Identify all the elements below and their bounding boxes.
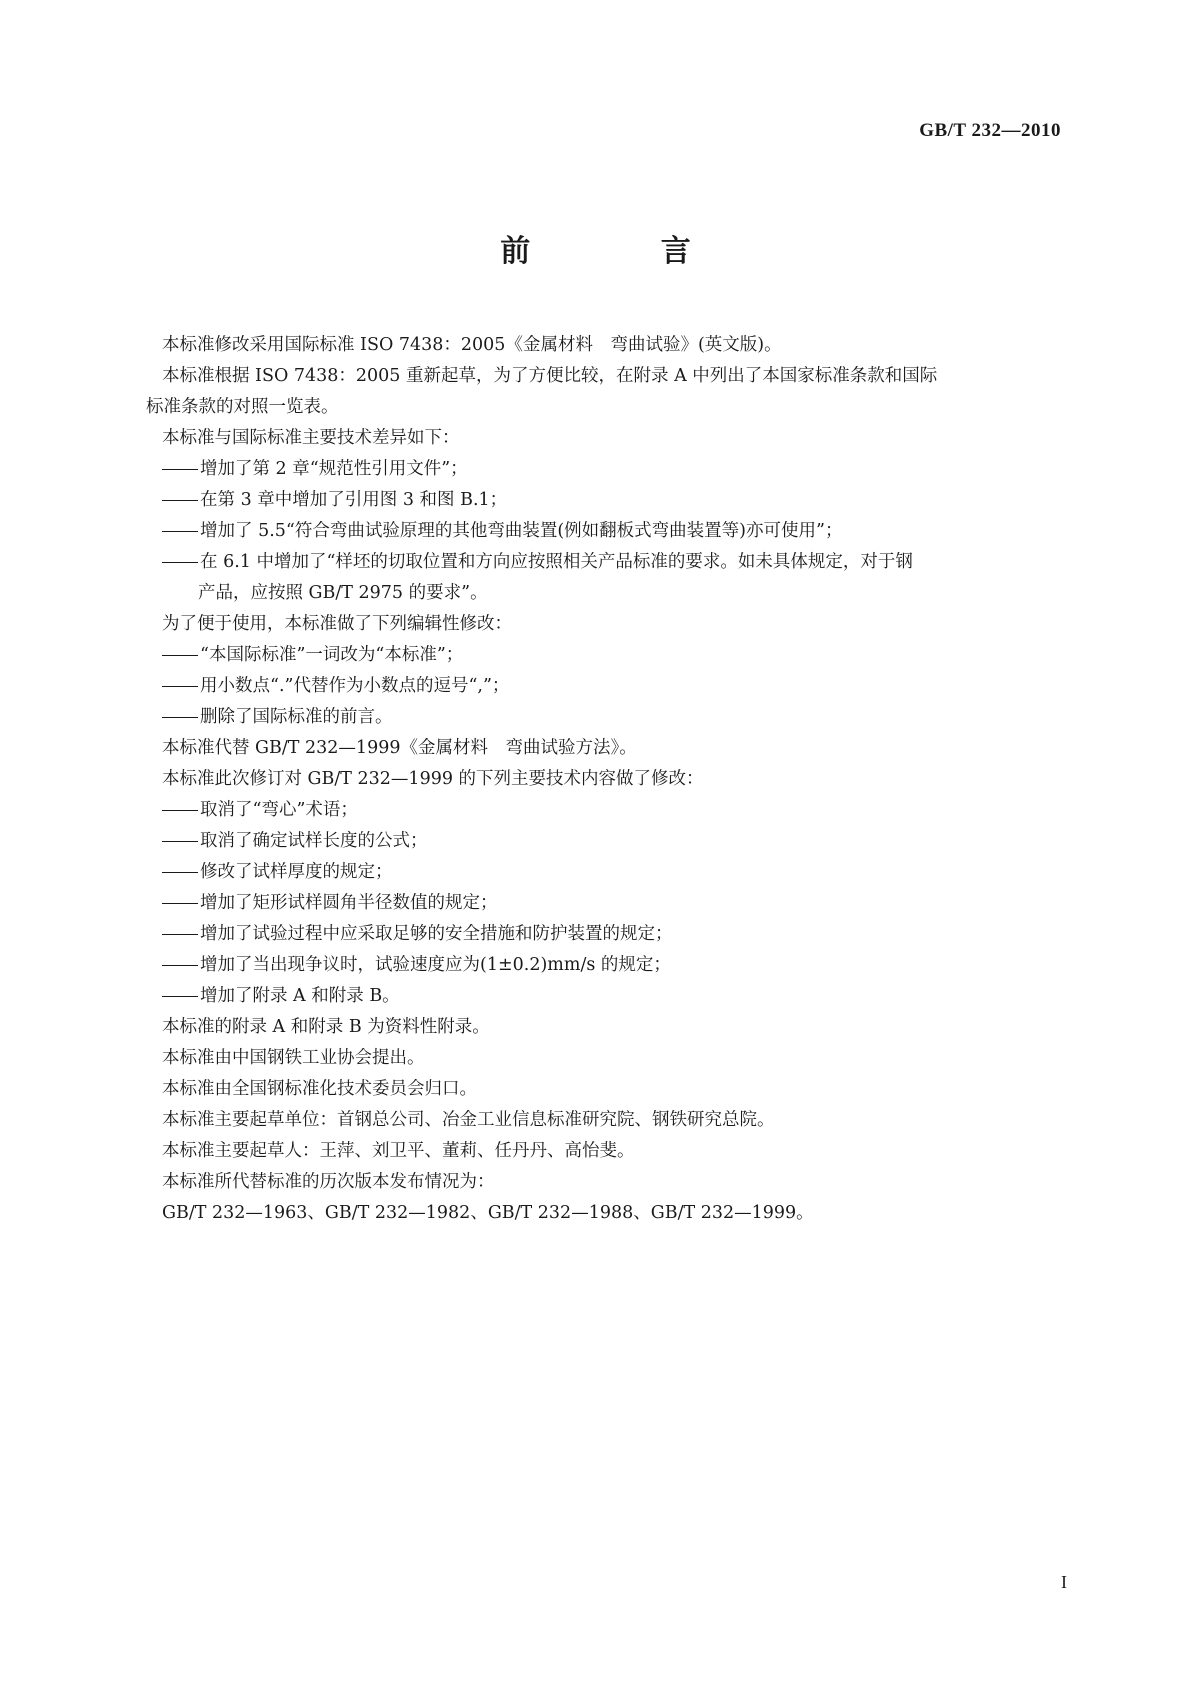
dash-list-item (162, 981, 1062, 1012)
paragraph: 本标准与国际标准主要技术差异如下： (162, 428, 460, 448)
page-title: 前 言 (500, 234, 751, 269)
paragraph: 本标准主要起草人：王萍、刘卫平、董莉、任丹丹、高怡斐。 (162, 1141, 635, 1161)
dash-list-item (162, 516, 1062, 547)
paragraph-continuation: 标准条款的对照一览表。 (146, 397, 339, 417)
dash-list-item-text: 删除了国际标准的前言。 (200, 707, 393, 727)
dash-mark (162, 655, 198, 656)
dash-mark (162, 934, 198, 935)
dash-mark (162, 872, 198, 873)
dash-mark (162, 903, 198, 904)
paragraph: 本标准修改采用国际标准 ISO 7438：2005《金属材料 弯曲试验》(英文版)。 (162, 335, 782, 355)
paragraph: 本标准由中国钢铁工业协会提出。 (162, 1048, 425, 1068)
dash-list-item (162, 826, 1062, 857)
page-number: I (1061, 1572, 1067, 1592)
paragraph: 本标准的附录 A 和附录 B 为资料性附录。 (162, 1017, 490, 1037)
paragraph: 本标准此次修订对 GB/T 232—1999 的下列主要技术内容做了修改： (162, 769, 704, 789)
dash-list-item (162, 547, 1062, 578)
dash-list-item-text: 增加了第 2 章“规范性引用文件”； (200, 459, 468, 479)
dash-list-item-text: “本国际标准”一词改为“本标准”； (200, 645, 464, 665)
dash-list-item-text: 取消了“弯心”术语； (200, 800, 358, 820)
paragraph: 本标准由全国钢标准化技术委员会归口。 (162, 1079, 477, 1099)
standard-code: GB/T 232—2010 (919, 120, 1061, 141)
dash-list-item-text: 修改了试样厚度的规定； (200, 862, 393, 882)
dash-list-item-text: 取消了确定试样长度的公式； (200, 831, 428, 851)
dash-mark (162, 717, 198, 718)
document-body (146, 330, 1062, 1229)
dash-list-item-text: 在第 3 章中增加了引用图 3 和图 B.1； (200, 490, 508, 510)
dash-list-item-text: 增加了附录 A 和附录 B。 (200, 986, 400, 1006)
dash-list-item (162, 888, 1062, 919)
dash-list-item-text: 增加了矩形试样圆角半径数值的规定； (200, 893, 498, 913)
dash-mark (162, 965, 198, 966)
dash-list-item-text: 增加了试验过程中应采取足够的安全措施和防护装置的规定； (200, 924, 673, 944)
paragraph: 本标准根据 ISO 7438：2005 重新起草，为了方便比较，在附录 A 中列出了本国家标准条款和国际 (162, 366, 938, 386)
dash-list-item (162, 485, 1062, 516)
dash-list-item-continuation: 产品，应按照 GB/T 2975 的要求”。 (198, 583, 488, 603)
dash-list-item (162, 454, 1062, 485)
paragraph: 为了便于使用，本标准做了下列编辑性修改： (162, 614, 512, 634)
dash-mark (162, 686, 198, 687)
dash-mark (162, 562, 198, 563)
dash-list-item (162, 671, 1062, 702)
dash-mark (162, 500, 198, 501)
paragraph: 本标准主要起草单位：首钢总公司、冶金工业信息标准研究院、钢铁研究总院。 (162, 1110, 775, 1130)
paragraph: GB/T 232—1963、GB/T 232—1982、GB/T 232—1988、GB/T 232—1999。 (162, 1203, 814, 1223)
dash-mark (162, 810, 198, 811)
dash-mark (162, 531, 198, 532)
paragraph: 本标准所代替标准的历次版本发布情况为： (162, 1172, 495, 1192)
dash-list-item (162, 702, 1062, 733)
dash-list-item-text: 在 6.1 中增加了“样坯的切取位置和方向应按照相关产品标准的要求。如未具体规定，对于钢 (200, 552, 913, 572)
dash-list-item (162, 857, 1062, 888)
dash-mark (162, 841, 198, 842)
dash-mark (162, 996, 198, 997)
dash-list-item (162, 640, 1062, 671)
dash-list-item (162, 950, 1062, 981)
dash-mark (162, 469, 198, 470)
dash-list-item-text: 增加了当出现争议时，试验速度应为(1±0.2)mm/s 的规定； (200, 955, 671, 975)
dash-list-item-text: 增加了 5.5“符合弯曲试验原理的其他弯曲装置(例如翻板式弯曲装置等)亦可使用”； (200, 521, 843, 541)
dash-list-item-text: 用小数点“.”代替作为小数点的逗号“,”； (200, 676, 510, 696)
paragraph: 本标准代替 GB/T 232—1999《金属材料 弯曲试验方法》。 (162, 738, 637, 758)
dash-list-item (162, 795, 1062, 826)
dash-list-item (162, 919, 1062, 950)
